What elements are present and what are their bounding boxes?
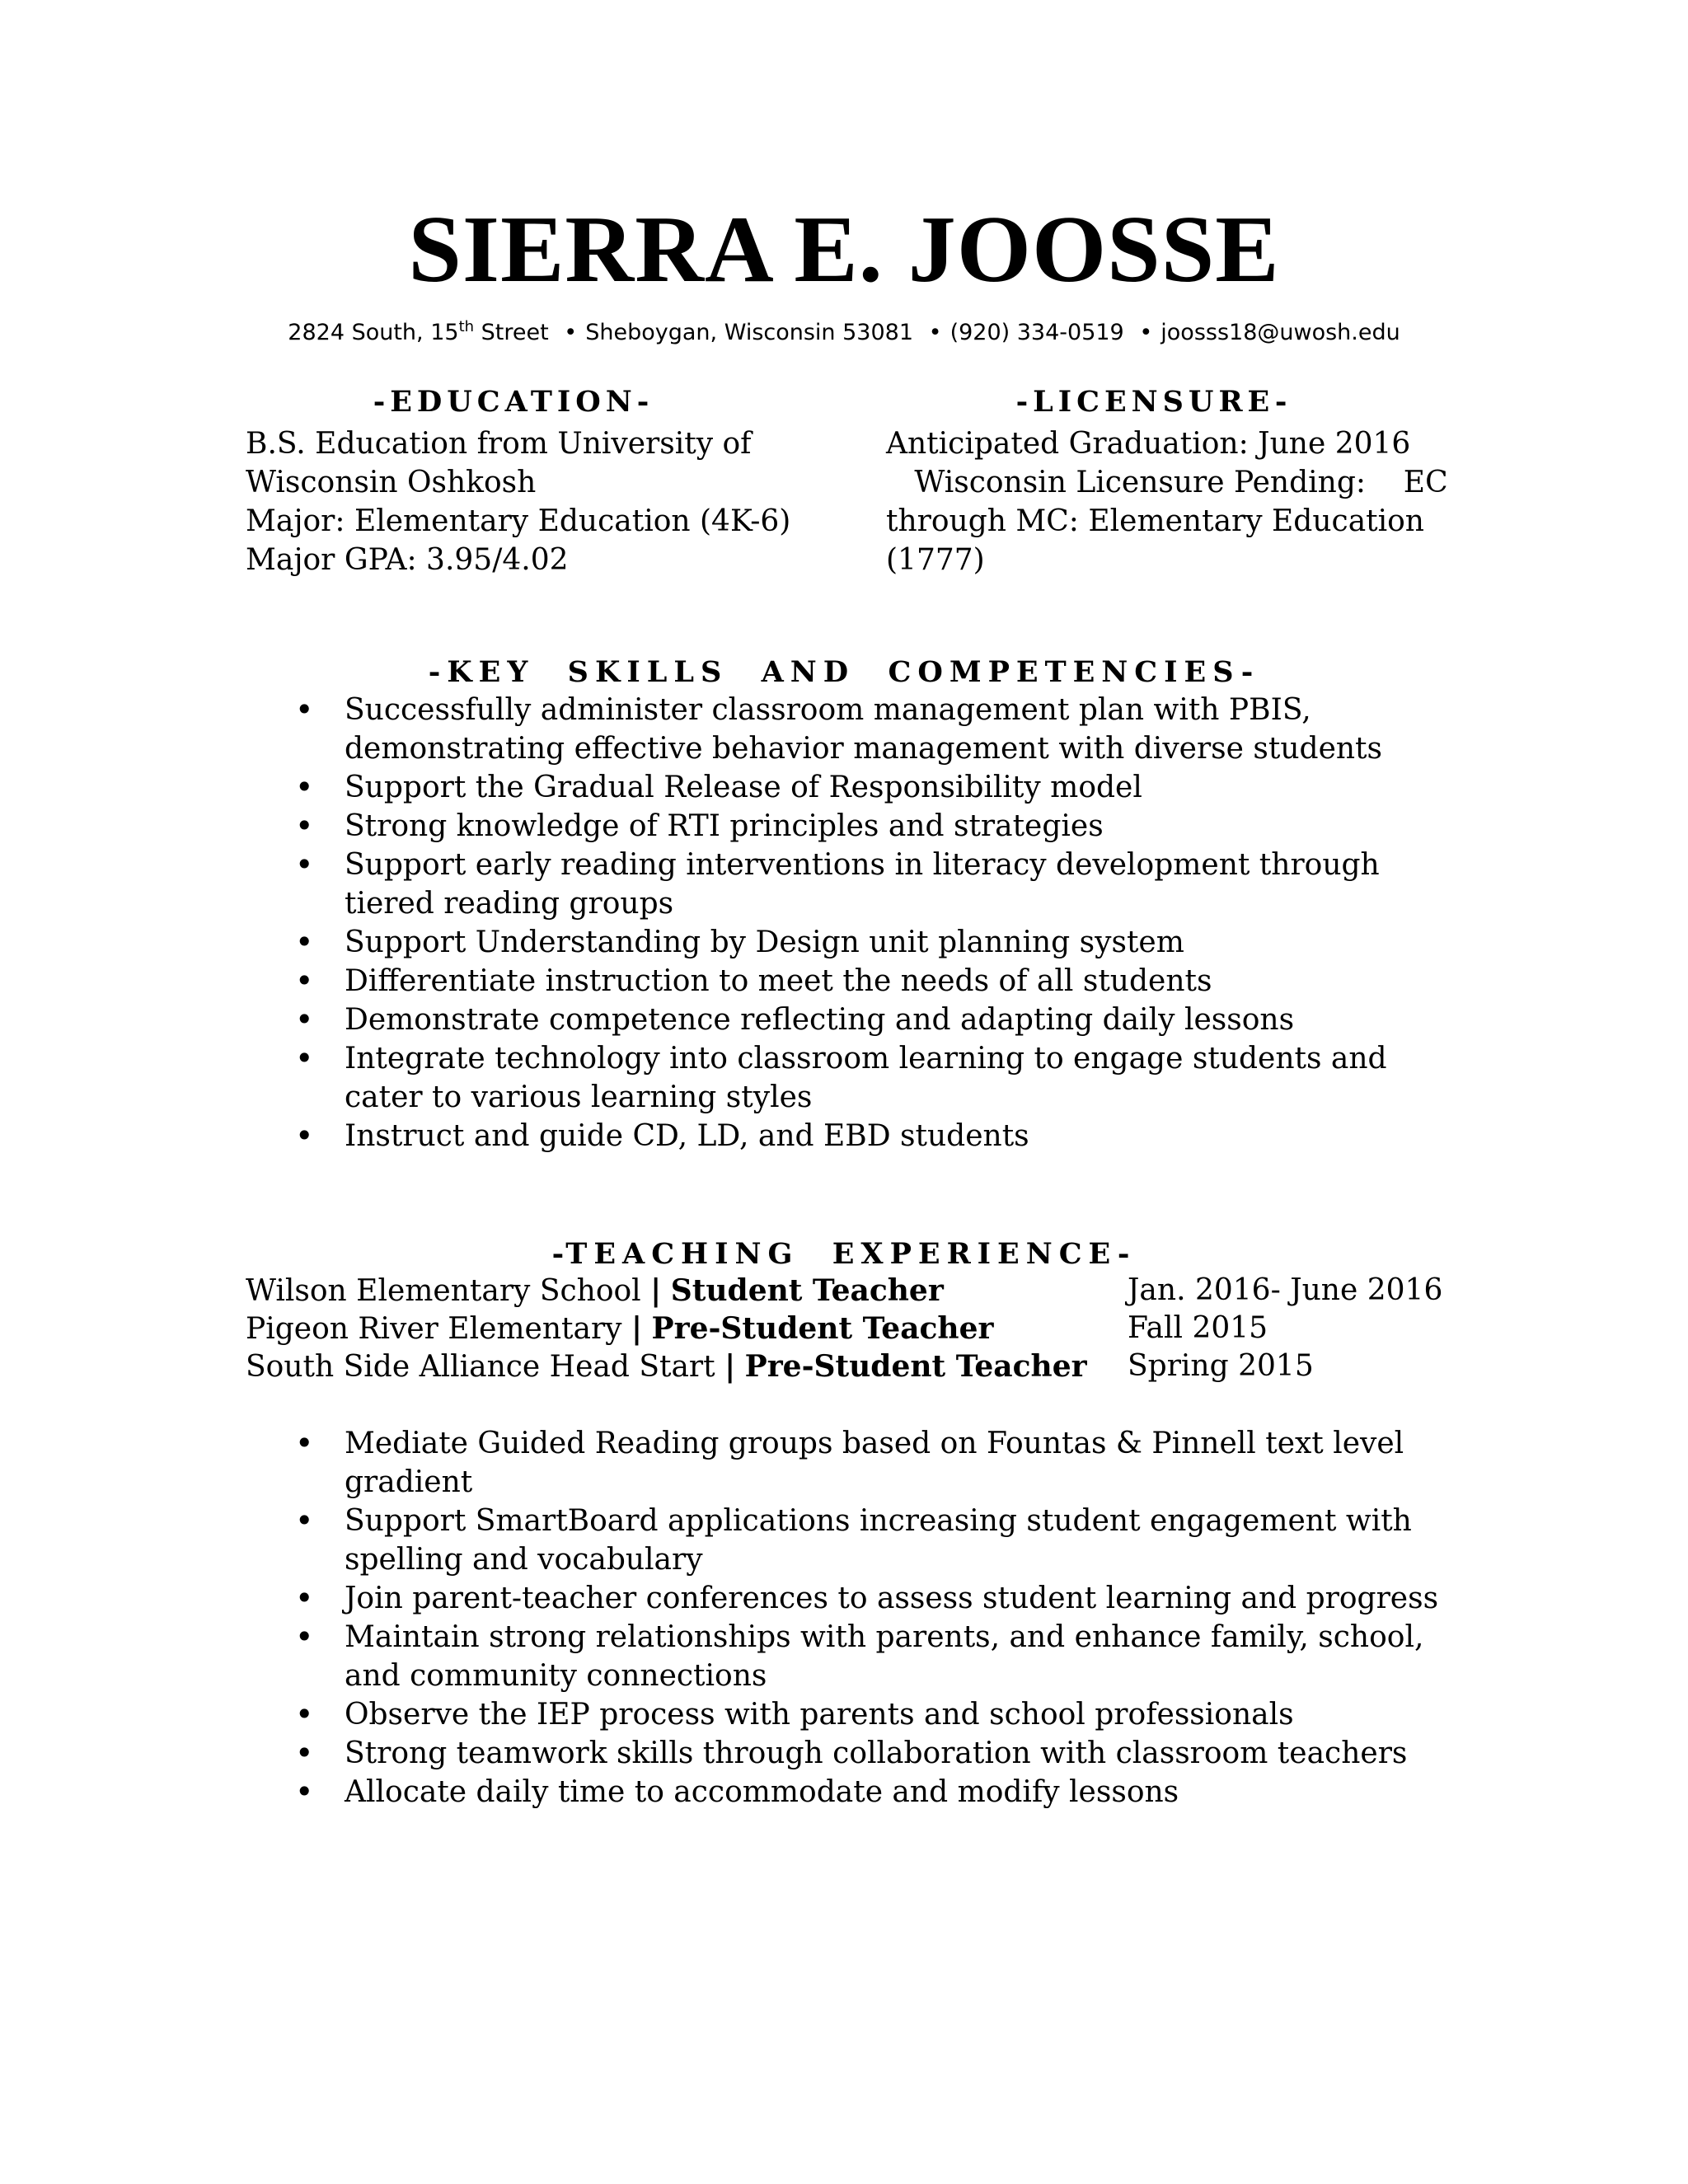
experience-heading: -TEACHING EXPERIENCE- [551,1237,1137,1271]
education-section [246,382,791,579]
skills-heading: -KEY SKILLS AND COMPETENCIES- [428,655,1260,689]
education-line: Wisconsin Oshkosh [246,466,537,499]
list-item: • Support SmartBoard applications increasing student engagement with spelling and vocabulary [246,1502,1449,1579]
licensure-line: through MC: Elementary Education [886,504,1424,538]
education-line: Major GPA: 3.95/4.02 [246,543,569,577]
position-dates: Jan. 2016- June 2016 [1128,1273,1443,1307]
school-name: Pigeon River Elementary [246,1312,622,1346]
licensure-heading: -LICENSURE- [1015,385,1292,419]
list-item: • Strong knowledge of RTI principles and strategies [246,807,1449,846]
state-zip: Wisconsin 53081 [724,320,914,345]
list-item: • Support Understanding by Design unit planning system [246,923,1449,962]
experience-positions [246,1272,1449,1385]
list-item: • Successfully administer classroom management plan with PBIS, demonstrating effective behavior management with diverse students [246,691,1449,768]
contact-bullet: • [564,320,578,345]
list-item: • Support the Gradual Release of Responsibility model [246,768,1449,807]
contact-bullet: • [1139,320,1153,345]
position-row [246,1347,1449,1385]
email: joosss18@uwosh.edu [1160,320,1400,345]
list-item: • Differentiate instruction to meet the needs of all students [246,962,1449,1001]
divider: | [631,1311,643,1346]
divider: | [650,1273,662,1308]
skills-list [246,691,1449,1155]
school-name: South Side Alliance Head Start [246,1350,715,1384]
licensure-line: Anticipated Graduation: June 2016 [886,427,1411,461]
contact-bullet: • [928,320,942,345]
list-item: • Mediate Guided Reading groups based on Fountas & Pinnell text level gradient [246,1424,1449,1502]
list-item: • Strong teamwork skills through collaboration with classroom teachers [246,1734,1449,1773]
position-title: Pre-Student Teacher [651,1311,994,1346]
position-title: Pre-Student Teacher [744,1349,1087,1384]
position-row [246,1310,1449,1347]
divider: | [724,1349,736,1384]
list-item: • Demonstrate competence reflecting and adapting daily lessons [246,1001,1449,1039]
education-line: B.S. Education from University of [246,427,752,461]
position-dates: Fall 2015 [1128,1311,1268,1345]
licensure-line: (1777) [886,543,985,577]
street-number: 2824 South, [288,320,424,345]
experience-list [246,1424,1449,1811]
candidate-name: SIERRA E. JOOSSE [408,197,1280,302]
city: Sheboygan, [585,320,718,345]
licensure-section [886,382,1448,579]
list-item: • Observe the IEP process with parents and school professionals [246,1695,1449,1734]
education-heading: -EDUCATION- [373,385,654,419]
street-ordinal-suffix: th [458,318,475,335]
list-item: • Maintain strong relationships with parents, and enhance family, school, and community connections [246,1618,1449,1695]
position-dates: Spring 2015 [1128,1349,1314,1383]
list-item: • Allocate daily time to accommodate and modify lessons [246,1773,1449,1811]
contact-line [0,313,1688,347]
position-row [246,1272,1449,1310]
school-name: Wilson Elementary School [246,1274,641,1308]
street-name: Street [481,320,549,345]
education-line: Major: Elementary Education (4K-6) [246,504,791,538]
position-title: Student Teacher [670,1273,944,1308]
phone: (920) 334-0519 [950,320,1124,345]
licensure-line: Wisconsin Licensure Pending: EC [886,466,1448,499]
list-item: • Support early reading interventions in literacy development through tiered reading groups [246,846,1449,923]
list-item: • Integrate technology into classroom learning to engage students and cater to various learning styles [246,1039,1449,1117]
list-item: • Instruct and guide CD, LD, and EBD students [246,1117,1449,1155]
list-item: • Join parent-teacher conferences to assess student learning and progress [246,1579,1449,1618]
street-ordinal: 15 [430,320,459,345]
